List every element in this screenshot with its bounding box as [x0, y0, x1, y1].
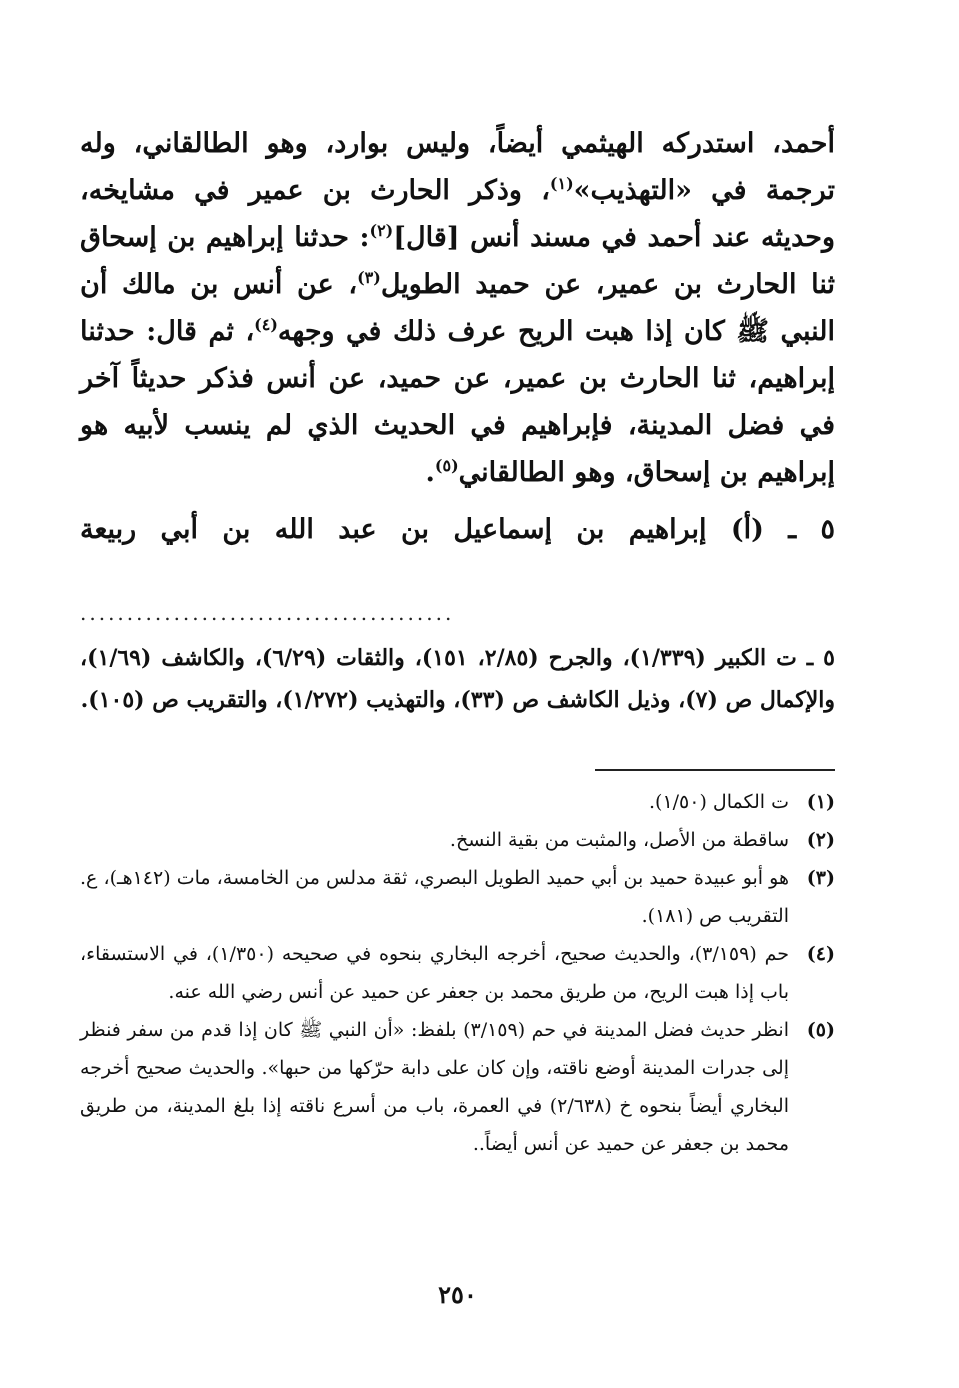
main-text-part: : حدثنا إبراهيم بن إسحاق ثنا الحارث بن عمير، عن حميد الطويل: [80, 222, 835, 300]
footnotes: [80, 783, 835, 1163]
footnote-item: [80, 1011, 835, 1163]
footnote-ref[interactable]: (٣): [357, 268, 381, 287]
footnote-ref[interactable]: (١): [549, 174, 574, 193]
footnote-text: هو أبو عبيدة حميد بن أبي حميد الطويل البصري، ثقة مدلس من الخامسة، مات (١٤٢هـ)، ع. التقريب ص (١٨١).: [80, 867, 789, 927]
page-number: ٢٥٠: [438, 1280, 477, 1309]
footnote-item: [80, 783, 835, 821]
footnote-number: (٢): [806, 829, 835, 851]
footnote-ref[interactable]: (٢): [369, 221, 394, 240]
footnote-ref[interactable]: (٥): [434, 456, 459, 475]
dotted-separator: ........................................: [80, 603, 455, 623]
footnote-text: انظر حديث فضل المدينة في حم (٣/١٥٩) بلفظ: «أن النبي ﷺ كان إذا قدم من سفر فنظر إلى جدرات المدينة أوضع ناقته، وإن كان على دابة حرّكها من حبها». والحديث صحيح أخرجه البخاري أيضاً بنحوه خ (٢/٦٣٨) في العمرة، باب من أسرع ناقته إذا بلغ المدينة، من طريق محمد بن جعفر عن حميد عن أنس أيضاً..: [80, 1019, 789, 1155]
footnote-number: (٣): [806, 867, 835, 889]
main-text-part: .: [425, 457, 435, 488]
main-text-part: أحمد، استدركه الهيثمي أيضاً، وليس بوارد، وهو الطالقاني، وله ترجمة في «التهذيب»: [80, 128, 836, 206]
main-text-part: ، ثم قال: حدثنا إبراهيم، ثنا الحارث بن عمير، عن حميد، عن أنس فذكر حديثاً آخر في فضل المدينة، فإبراهيم في الحديث الذي لم ينسب لأبيه هو إبراهيم بن إسحاق، وهو الطالقاني: [80, 316, 835, 488]
main-text-part: ، عن أنس بن مالك أن النبي ﷺ كان إذا هبت الريح عرف ذلك في وجهه: [80, 269, 835, 347]
footnote-ref[interactable]: (٤): [254, 315, 278, 334]
footnote-item: [80, 935, 835, 1011]
main-paragraph: [80, 120, 835, 496]
footnote-item: [80, 821, 835, 859]
footnote-number: (٥): [806, 1019, 835, 1041]
footnote-text: ساقطة من الأصل، والمثبت من بقية النسخ.: [449, 829, 789, 851]
footnote-number: (٤): [806, 943, 835, 965]
footnote-number: (١): [806, 791, 835, 813]
document-page: [80, 120, 835, 1320]
footnote-item: [80, 859, 835, 935]
footnote-text: حم (٣/١٥٩)، والحديث صحيح، أخرجه البخاري بنحوه في صحيحه (١/٣٥٠)، في الاستسقاء، باب إذا هبت الريح، من طريق محمد بن جعفر عن حميد عن أنس رضي الله عنه.: [80, 943, 790, 1003]
footnote-rule: [595, 769, 835, 771]
footnote-text: ت الكمال (١/٥٠).: [648, 791, 789, 813]
sources-paragraph: ٥ ـ ت الكبير (١/٣٣٩)، والجرح (٢/٨٥، ١٥١)، والثقات (٦/٢٩)، والكاشف (١/٦٩)، والإكمال ص (٧)، وذيل الكاشف ص (٣٣)، والتهذيب (١/٢٧٢)، والتقريب ص (١٠٥).: [80, 645, 835, 713]
entry-heading: ٥ ـ (أ) إبراهيم بن إسماعيل بن عبد الله بن أبي ربيعة: [80, 514, 835, 545]
main-text-part: ، وذكر الحارث بن عمير في مشايخه، وحديثه عند أحمد في مسند أنس [قال]: [80, 175, 835, 253]
